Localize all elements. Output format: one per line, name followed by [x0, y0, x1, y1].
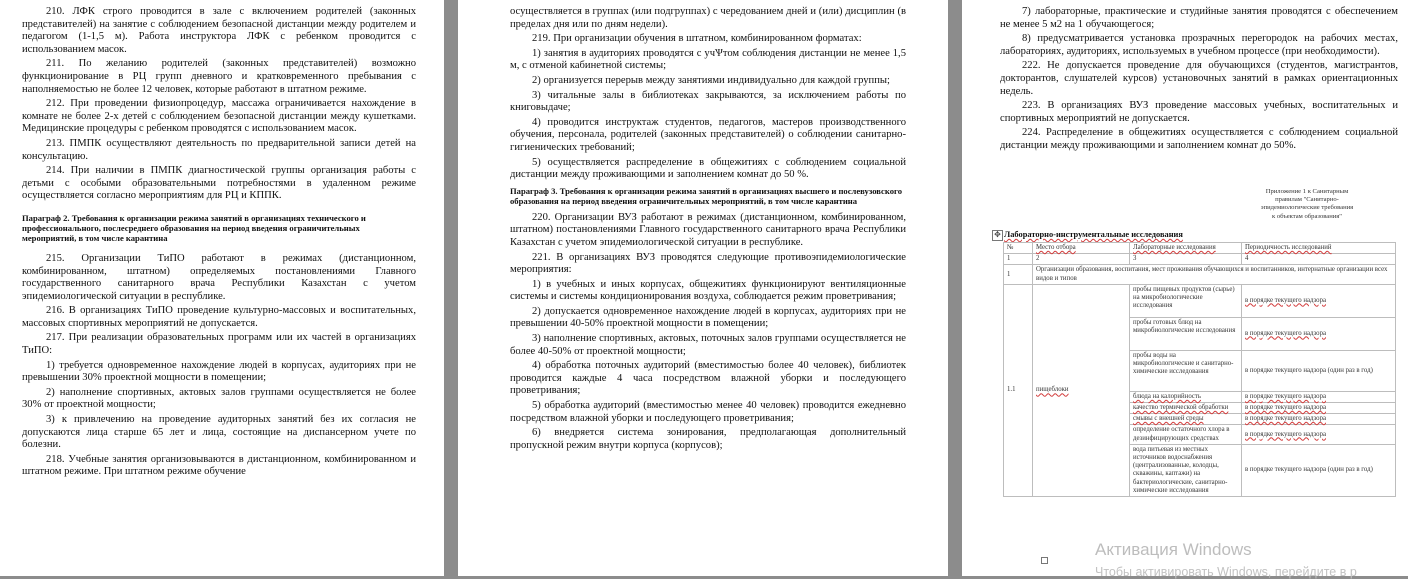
table-cell: в порядке текущего надзора [1242, 414, 1396, 425]
paragraph-218: 218. Учебные занятия организовываются в дистанционном, комбинированном и штатном режиме. При штатном режиме обучение [22, 453, 416, 478]
table-cell: пробы пищевых продуктов (сырье) на микробиологические исследования [1130, 284, 1242, 317]
document-page-1 [0, 0, 444, 576]
table-cell: пищеблоки [1033, 284, 1130, 496]
paragraph-221: 221. В организациях ВУЗ проводятся следующие противоэпидемиологические мероприятия: [510, 251, 906, 276]
windows-activation-watermark-text: Чтобы активировать Windows, перейдите в р [1095, 565, 1357, 579]
document-page-3 [962, 0, 1408, 576]
annex-line: к объектам образования" [1272, 212, 1342, 220]
table-cell: Организации образования, воспитания, мест проживания обучающихся и воспитанников, интернатные организации всех видов и типов [1033, 265, 1396, 284]
list-item-221-6: 6) внедряется система зонирования, предполагающая дополнительный пропускной режим внутри корпуса (корпусов); [510, 427, 906, 451]
table-cell: блюда на калорийность [1130, 391, 1242, 402]
list-item-221-4: 4) обработка поточных аудиторий (вместимостью более 40 человек), библиотек проводится каждые 4 часа посредством влажной уборки и последующего проветривания; [510, 360, 906, 397]
page2-paragraphs [510, 6, 906, 182]
table-cell: в порядке текущего надзора (один раз в год) [1242, 444, 1396, 496]
table-cell: качество термической обработки [1130, 403, 1242, 414]
header-cell-tests: Лабораторные исследования [1130, 243, 1242, 254]
list-item-217-3: 3) к привлечению на проведение аудиторных занятий без их согласия не допускаются лица старше 65 лет и лица, состоящие на диспансерном учете по болезни. [22, 414, 416, 451]
table-header-row [1004, 243, 1396, 254]
table-cell: 4 [1242, 254, 1396, 265]
table-cell: пробы воды на микробиологические и санитарно-химические исследования [1130, 350, 1242, 391]
table-cell: 2 [1033, 254, 1130, 265]
table-cell: 3 [1130, 254, 1242, 265]
page1-paragraphs [22, 6, 416, 203]
lab-tests-table [1003, 242, 1396, 497]
list-item-221-8: 8) предусматривается установка прозрачных перегородок на рабочих местах, лабораториях, аудиториях, используемых в учебном процессе (при необходимости). [1000, 33, 1398, 57]
list-item-221-3: 3) наполнение спортивных, актовых, поточных залов группами осуществляется не более 40-50% от проектной мощности; [510, 333, 906, 357]
table-title: Лабораторно-инструментальные исследования [1004, 230, 1183, 239]
table-cell: в порядке текущего надзора [1242, 425, 1396, 444]
paragraph-216: 216. В организациях ТиПО проведение культурно-массовых и воспитательных, массовых спортивных мероприятий не допускается. [22, 305, 416, 329]
paragraph-219: 219. При организации обучения в штатном, комбинированном форматах: [532, 33, 862, 45]
list-item-221-7: 7) лабораторные, практические и студийные занятия проводятся с обеспечением не менее 5 м2 на 1 обучающегося; [1000, 6, 1398, 30]
list-item-219-2: 2) организуется перерыв между занятиями индивидуально для каждой группы; [532, 74, 890, 86]
paragraph-212: 212. При проведении физиопроцедур, массажа ограничивается нахождение в комнате не более 2-х детей с соблюдением безопасной дистанции между кушетками. Медицинские процедуры с ребенком проводятся с использованием масок. [22, 98, 416, 135]
table-cell: смывы с внешней среды [1130, 414, 1242, 425]
table-cell: 1 [1004, 254, 1033, 265]
list-item-219-1: 1) занятия в аудиториях проводятся с учѰтом соблюдения дистанции не менее 1,5 м, с отменой кабинетной системы; [510, 47, 906, 72]
paragraph-213: 213. ПМПК осуществляют деятельность по предварительной записи детей на консультацию. [22, 137, 416, 162]
paragraph-224: 224. Распределение в общежитиях осуществляется с соблюдением социальной дистанции между проживающими и заполнением комнат до 50%. [1000, 127, 1398, 151]
list-item-217-1: 1) требуется одновременное нахождение людей в корпусах, аудиториях при не превышении 30% проектной мощности в помещении; [22, 359, 416, 384]
list-item-217-2: 2) наполнение спортивных, актовых залов группами осуществляется не более 30% от проектной мощности; [22, 386, 416, 411]
header-cell-period: Периодичность исследований [1242, 243, 1396, 254]
list-item-221-5: 5) обработка аудиторий (вместимостью менее 40 человек) проводится ежедневно посредством влажной уборки и последующего проветривания; [510, 400, 906, 424]
paragraph-210: 210. ЛФК строго проводится в зале с включением родителей (законных представителей) на занятие с соблюдением безопасной дистанции между родителем и педагогом (1-1,5 м). Работа инструктора ЛФК с ребенком проводится с использованием масок. [22, 6, 416, 55]
table-cell: в порядке текущего надзора [1242, 391, 1396, 402]
paragraph-222: 222. Не допускается проведение для обучающихся (студентов, магистрантов, докторантов, слушателей курсов) установочных занятий в рамках ориентационных недель. [1000, 60, 1398, 97]
windows-activation-watermark-title: Активация Windows [1095, 540, 1252, 559]
page3-paragraphs [1000, 6, 1398, 153]
section-heading-paragraph-3: Параграф 3. Требования к организации режима занятий в организациях высшего и послевузовского образования на период введения ограничительных мероприятий, в том числе карантина [510, 185, 902, 206]
table-cell: 1.1 [1004, 284, 1033, 496]
table-number-row [1004, 254, 1396, 265]
table-row [1004, 284, 1396, 317]
list-item-221-2: 2) допускается одновременное нахождение людей в корпусах, аудиториях при не превышении 40-50% проектной мощности в помещении; [510, 305, 906, 330]
annex-note [1237, 188, 1377, 221]
header-cell-place: Место отбора [1033, 243, 1130, 254]
section-heading-paragraph-2: Параграф 2. Требования к организации режима занятий в организациях технического и профессионального, послесреднего образования на период введения ограничительных мероприятий, в том числе карантина [22, 212, 366, 243]
table-cell: определение остаточного хлора в дезинфицирующих средствах [1130, 425, 1242, 444]
list-item-219-5: 5) осуществляется распределение в общежитиях с соблюдением социальной дистанции между проживающими и заполнением комнат до 50 %. [510, 156, 906, 181]
paragraph-214: 214. При наличии в ПМПК диагностической группы организация работы с детьми с особыми образовательными потребностями в удаленном режиме осуществляется согласно мероприятиям для РЦ и КППК. [22, 165, 416, 202]
table-cell: в порядке текущего надзора (один раз в год) [1242, 350, 1396, 391]
table-move-handle-icon[interactable]: ✥ [992, 230, 1003, 241]
table-resize-handle[interactable] [1041, 557, 1048, 564]
paragraph-220: 220. Организации ВУЗ работают в режимах (дистанционном, комбинированном, штатном) постановлениями Главного государственного санитарного врача Республики Казахстан с учетом эпидемиологической ситуации в республике. [510, 211, 906, 248]
page1-paragraphs-2 [22, 253, 416, 479]
document-page-2 [458, 0, 948, 576]
table-cell: в порядке текущего надзора [1242, 403, 1396, 414]
annex-line: Приложение 1 к Санитарным [1265, 188, 1349, 195]
header-cell-number: № [1004, 243, 1033, 254]
list-item-219-4: 4) проводится инструктаж студентов, педагогов, мастеров производственного обучения, персонала, родителей (законных представителей) о соблюдении санитарно-гигиенических требований; [510, 116, 906, 153]
table-cell: вода питьевая из местных источников водоснабжения (централизованные, колодцы, скважины, каптажи) на бактериологические, санитарно-химические исследования [1130, 444, 1242, 496]
table-cell: пробы готовых блюд на микробиологические исследования [1130, 317, 1242, 350]
table-cell: в порядке текущего надзора [1242, 284, 1396, 317]
paragraph-223: 223. В организациях ВУЗ проведение массовых учебных, воспитательных и спортивных мероприятий не допускается. [1000, 100, 1398, 124]
paragraph-211: 211. По желанию родителей (законных представителей) возможно функционирование в РЦ групп дневного и кратковременного пребывания с наполняемостью не более 12 человек, которые работают в штатном режиме. [22, 58, 416, 95]
list-item-221-1: 1) в учебных и иных корпусах, общежитиях функционируют вентиляционные системы и системы кондиционирования воздуха, соблюдается режим проветривания; [510, 278, 906, 303]
annex-line: эпидемиологические требования [1260, 204, 1354, 212]
table-row [1004, 265, 1396, 284]
table-cell: в порядке текущего надзора [1242, 317, 1396, 350]
table-cell: 1 [1004, 265, 1033, 284]
annex-line: правилам "Санитарно- [1275, 196, 1339, 204]
paragraph-218-continued: осуществляется в группах (или подгруппах) с чередованием дней и (или) дисциплин (в пределах дня или по дням недели). [510, 6, 906, 30]
paragraph-217: 217. При реализации образовательных программ или их частей в организациях ТиПО: [22, 332, 416, 357]
list-item-219-3: 3) читальные залы в библиотеках закрываются, за исключением работы по книговыдаче; [510, 89, 906, 114]
page2-paragraphs-2 [510, 212, 906, 453]
paragraph-215: 215. Организации ТиПО работают в режимах (дистанционном, комбинированном, штатном) определяемых постановлениями Главного государственного санитарного врача Республики Казахстан с учетом эпидемиологической ситуации в республике. [22, 252, 416, 302]
